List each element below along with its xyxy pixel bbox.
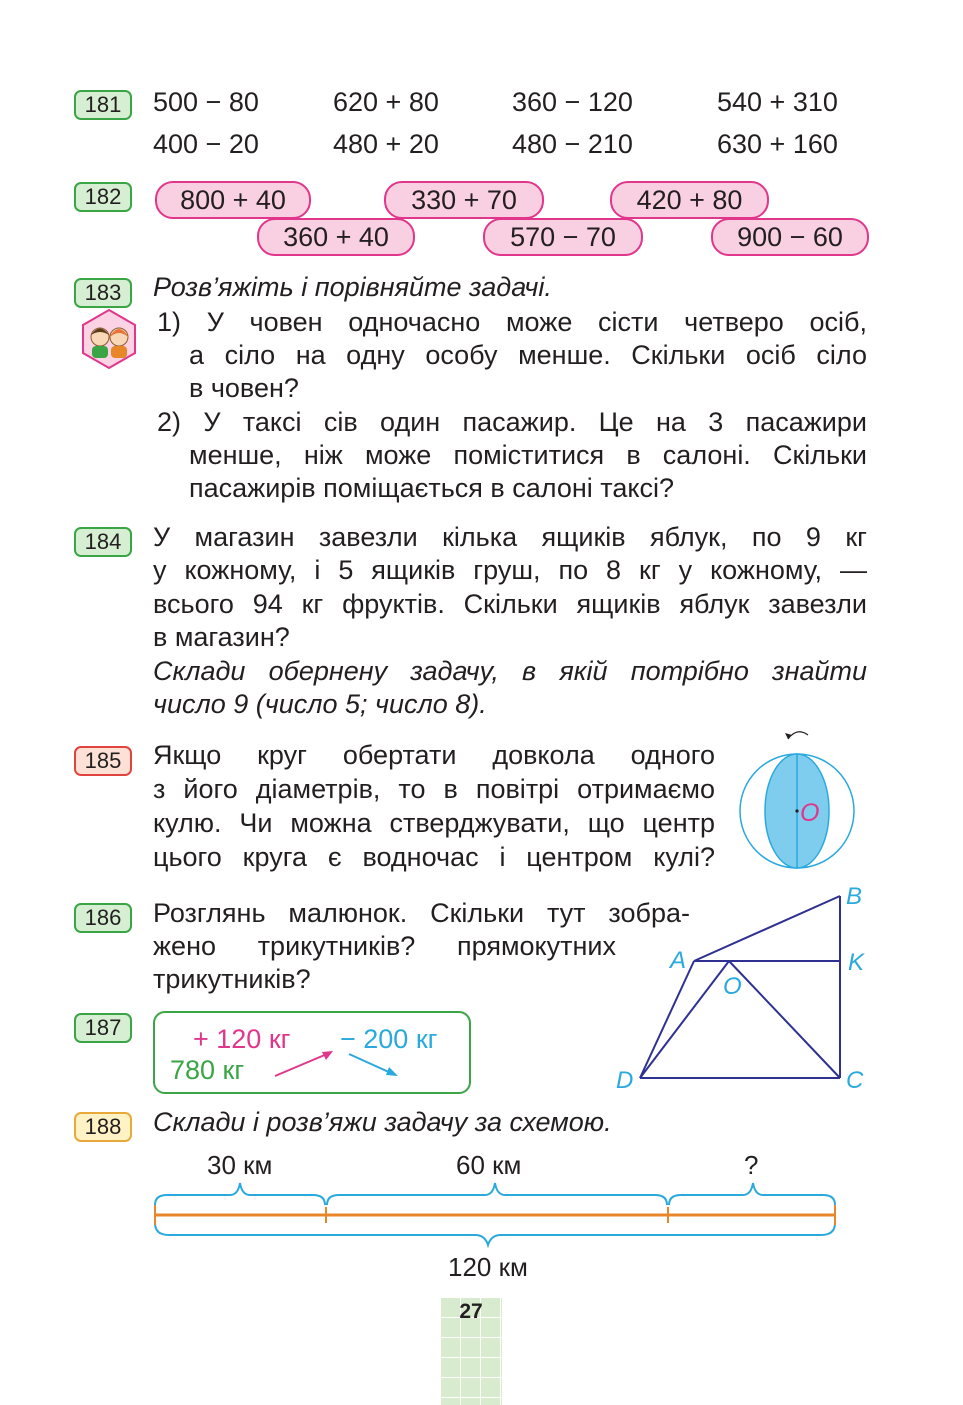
task-line: число 9 (число 5; число 8). <box>153 689 487 719</box>
problem-1-line: в човен? <box>189 373 299 403</box>
expression-pill: 570 − 70 <box>483 218 643 256</box>
expression: 360 − 120 <box>512 87 633 117</box>
operation-subtract: − 200 кг <box>340 1024 438 1054</box>
point-label-d: D <box>616 1067 634 1094</box>
problem-1-line: а сіло на одну особу менше. Скільки осіб сіло <box>189 340 867 370</box>
expression-pill: 330 + 70 <box>384 181 544 219</box>
segment-3-label: ? <box>744 1150 759 1180</box>
problem-2-line: 2) У таксі сів один пасажир. Це на 3 пасажири <box>157 407 867 437</box>
problem-line: в магазин? <box>153 622 290 652</box>
start-value: 780 кг <box>170 1055 245 1085</box>
sphere-center-label: O <box>800 799 820 827</box>
exercise-number-188: 188 <box>74 1112 132 1142</box>
exercise-188-title: Склади і розв’яжи задачу за схемою. <box>153 1107 612 1137</box>
exercise-number-181: 181 <box>74 90 132 120</box>
sphere-diagram <box>730 725 865 875</box>
point-label-k: K <box>848 949 865 976</box>
page-number: 27 <box>440 1297 502 1405</box>
expression: 620 + 80 <box>333 87 439 117</box>
triangles-diagram <box>610 878 880 1096</box>
exercise-number-184: 184 <box>74 527 132 557</box>
exercise-183-title: Розв’яжіть і порівняйте задачі. <box>153 272 552 302</box>
expression: 480 − 210 <box>512 129 633 159</box>
total-label: 120 км <box>448 1252 528 1282</box>
problem-line: з його діаметрів, то в повітрі отримаємо <box>153 774 715 804</box>
exercise-number-182: 182 <box>74 182 132 212</box>
chain-arrows <box>265 1040 410 1085</box>
expression-pill: 900 − 60 <box>711 218 869 256</box>
problem-line: Розглянь малюнок. Скільки тут зобра- <box>153 898 690 928</box>
problem-line: цього круга є водночас і центром кулі? <box>153 842 715 872</box>
segment-1-label: 30 км <box>207 1150 273 1180</box>
segment-2-label: 60 км <box>456 1150 522 1180</box>
expression-pill: 800 + 40 <box>155 181 311 219</box>
problem-2-line: пасажирів поміщається в салоні таксі? <box>189 473 674 503</box>
expression: 630 + 160 <box>717 129 838 159</box>
point-label-b: B <box>846 883 863 910</box>
problem-line: трикутників? <box>153 964 311 994</box>
expression: 500 − 80 <box>153 87 259 117</box>
problem-line: у кожному, і 5 ящиків груш, по 8 кг у кожному, — <box>153 555 867 585</box>
problem-line: всього 94 кг фруктів. Скільки ящиків яблук завезли <box>153 589 867 619</box>
expression-pill: 420 + 80 <box>610 181 769 219</box>
problem-line: жено трикутників? прямокутних <box>153 931 616 961</box>
segment-scheme <box>145 1175 845 1250</box>
point-label-c: C <box>846 1067 864 1094</box>
task-line: Склади обернену задачу, в якій потрібно знайти <box>153 656 867 686</box>
expression: 400 − 20 <box>153 129 259 159</box>
point-label-o: O <box>723 973 742 1000</box>
exercise-number-186: 186 <box>74 903 132 933</box>
problem-line: Якщо круг обертати довкола одного <box>153 740 715 770</box>
operation-add: + 120 кг <box>193 1024 291 1054</box>
point-label-a: A <box>670 947 687 974</box>
expression-pill: 360 + 40 <box>257 218 415 256</box>
expression: 480 + 20 <box>333 129 439 159</box>
problem-line: У магазин завезли кілька ящиків яблук, по 9 кг <box>153 522 867 552</box>
exercise-number-187: 187 <box>74 1013 132 1043</box>
exercise-number-185: 185 <box>74 746 132 776</box>
exercise-number-183: 183 <box>74 278 132 308</box>
problem-2-line: менше, ніж може поміститися в салоні. Скільки <box>189 440 867 470</box>
problem-1-line: 1) У човен одночасно може сісти четверо осіб, <box>157 307 867 337</box>
expression: 540 + 310 <box>717 87 838 117</box>
problem-line: кулю. Чи можна стверджувати, що центр <box>153 808 715 838</box>
pair-work-icon <box>78 308 140 370</box>
